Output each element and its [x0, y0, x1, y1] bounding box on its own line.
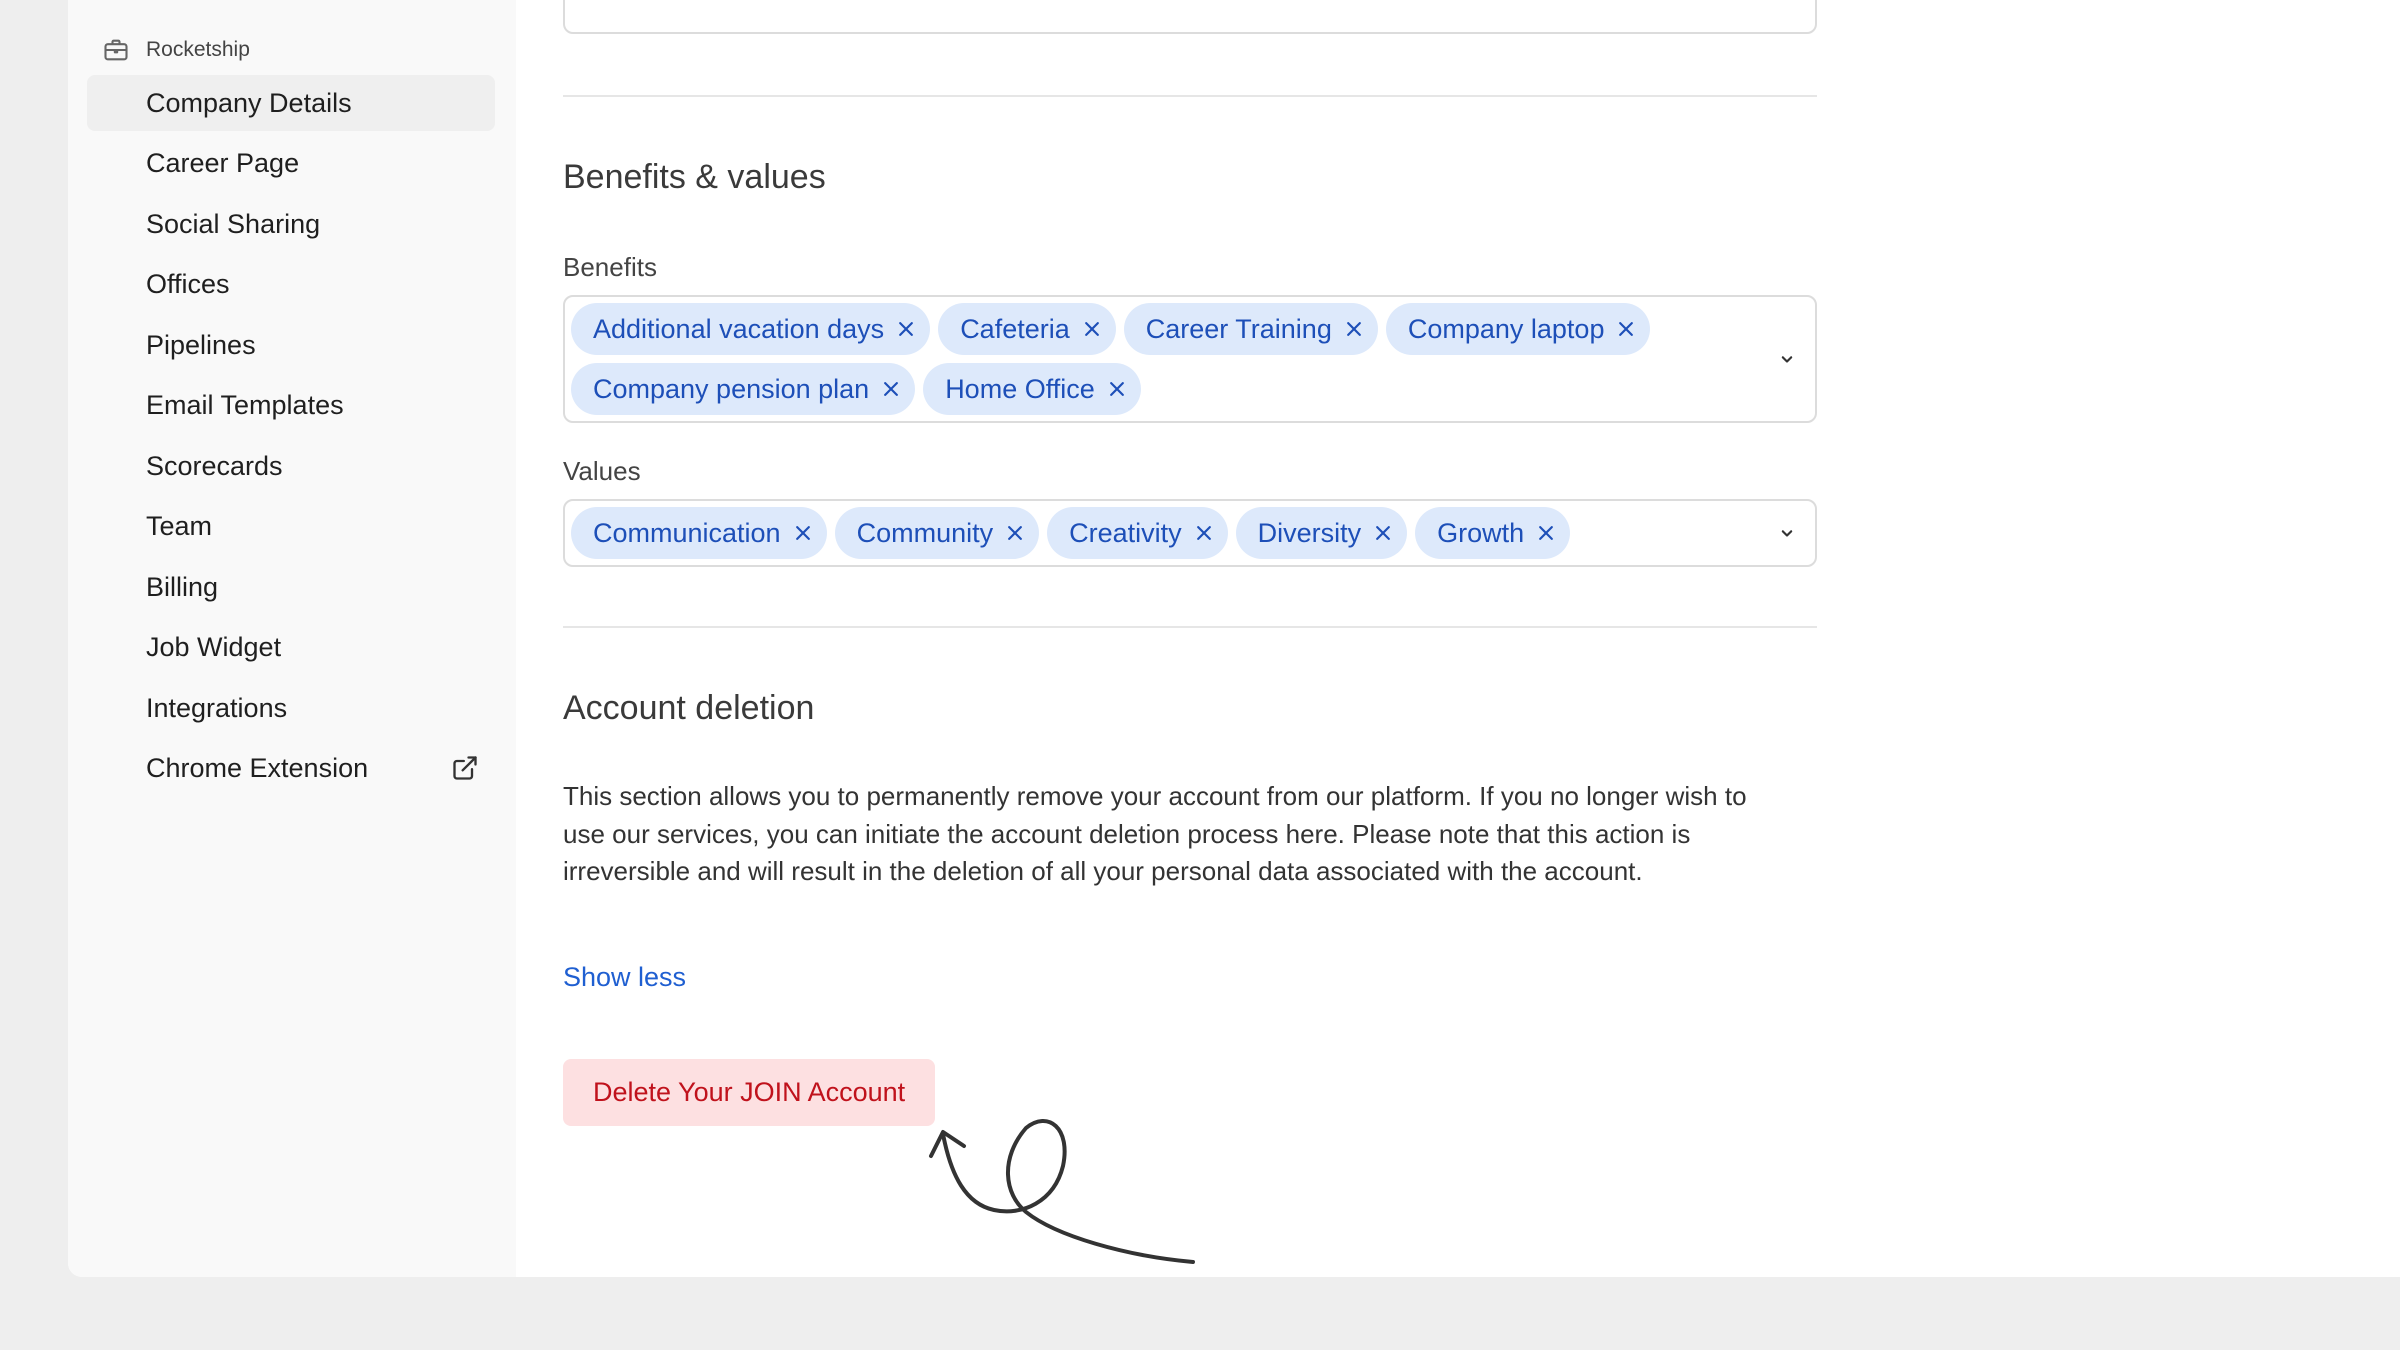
sidebar-item-billing[interactable]	[87, 559, 495, 615]
org-name: Rocketship	[146, 38, 250, 61]
remove-tag-icon[interactable]	[1005, 523, 1025, 543]
tag-label: Diversity	[1257, 517, 1362, 548]
remove-tag-icon[interactable]	[1082, 319, 1102, 339]
previous-field[interactable]	[563, 0, 1817, 34]
sidebar-item-chrome-extension[interactable]	[87, 740, 495, 796]
account-deletion-description: This section allows you to permanently remove your account from our platform. If you no longer wish to use our services, you can initiate the account deletion process here. Please note that this action is irreversible and will result in the deletion of all your personal data associated with the account.	[563, 781, 1747, 886]
tag-label: Growth	[1437, 517, 1525, 548]
sidebar-item-pipelines[interactable]	[87, 317, 495, 373]
values-label: Values	[563, 456, 641, 486]
tag-chip	[571, 363, 915, 415]
sidebar-item-label: Chrome Extension	[146, 752, 369, 783]
remove-tag-icon[interactable]	[1373, 523, 1393, 543]
remove-tag-icon[interactable]	[1107, 379, 1127, 399]
sidebar-item-integrations[interactable]	[87, 680, 495, 736]
tag-label: Community	[856, 517, 994, 548]
show-less-link[interactable]: Show less	[563, 962, 687, 992]
tag-chip	[1415, 507, 1570, 559]
tag-label: Cafeteria	[960, 313, 1070, 344]
sidebar-item-label: Offices	[146, 268, 230, 299]
remove-tag-icon[interactable]	[1616, 319, 1636, 339]
tag-label: Home Office	[945, 373, 1095, 404]
briefcase-icon	[102, 36, 130, 64]
section-divider	[563, 626, 1817, 628]
tag-chip	[835, 507, 1040, 559]
sidebar-item-job-widget[interactable]	[87, 619, 495, 675]
sidebar-item-label: Job Widget	[146, 631, 282, 662]
tag-chip	[923, 363, 1141, 415]
sidebar-item-team[interactable]	[87, 498, 495, 554]
tag-chip	[571, 507, 827, 559]
sidebar-item-social-sharing[interactable]	[87, 196, 495, 252]
tag-chip	[571, 303, 930, 355]
sidebar-item-label: Email Templates	[146, 389, 344, 420]
section-divider	[563, 95, 1817, 97]
sidebar-item-career-page[interactable]	[87, 135, 495, 191]
sidebar-item-label: Company Details	[146, 87, 352, 118]
tag-chip	[1047, 507, 1228, 559]
benefits-label: Benefits	[563, 252, 657, 282]
tag-chip	[1386, 303, 1651, 355]
sidebar-item-label: Scorecards	[146, 450, 283, 481]
tag-label: Communication	[593, 517, 781, 548]
tag-chip	[1124, 303, 1378, 355]
tag-chip	[1236, 507, 1408, 559]
chevron-down-icon[interactable]	[1777, 349, 1797, 369]
tag-label: Company laptop	[1407, 313, 1605, 344]
remove-tag-icon[interactable]	[793, 523, 813, 543]
sidebar-item-label: Social Sharing	[146, 208, 321, 239]
sidebar-item-label: Career Page	[146, 147, 300, 178]
app-window	[68, 0, 2400, 1277]
sidebar-item-label: Pipelines	[146, 329, 256, 360]
external-link-icon	[451, 754, 479, 782]
chevron-down-icon[interactable]	[1777, 523, 1797, 543]
remove-tag-icon[interactable]	[881, 379, 901, 399]
remove-tag-icon[interactable]	[1194, 523, 1214, 543]
tag-label: Career Training	[1145, 313, 1332, 344]
sidebar-item-label: Integrations	[146, 692, 288, 723]
remove-tag-icon[interactable]	[1536, 523, 1556, 543]
sidebar-item-scorecards[interactable]	[87, 438, 495, 494]
values-multiselect[interactable]	[563, 499, 1817, 567]
settings-sidebar	[68, 0, 516, 1277]
benefits-values-title: Benefits & values	[563, 158, 826, 196]
org-header	[102, 30, 250, 70]
tag-label: Creativity	[1069, 517, 1182, 548]
sidebar-item-email-templates[interactable]	[87, 377, 495, 433]
arrow-doodle	[926, 1116, 1206, 1276]
benefits-multiselect[interactable]	[563, 295, 1817, 423]
remove-tag-icon[interactable]	[1344, 319, 1364, 339]
account-deletion-title: Account deletion	[563, 689, 815, 727]
remove-tag-icon[interactable]	[896, 319, 916, 339]
sidebar-item-offices[interactable]	[87, 256, 495, 312]
delete-account-button[interactable]: Delete Your JOIN Account	[563, 1059, 935, 1126]
tag-chip	[938, 303, 1116, 355]
sidebar-item-company-details[interactable]	[87, 75, 495, 131]
sidebar-item-label: Billing	[146, 571, 219, 602]
tag-label: Additional vacation days	[593, 313, 885, 344]
sidebar-item-label: Team	[146, 510, 213, 541]
tag-label: Company pension plan	[593, 373, 870, 404]
